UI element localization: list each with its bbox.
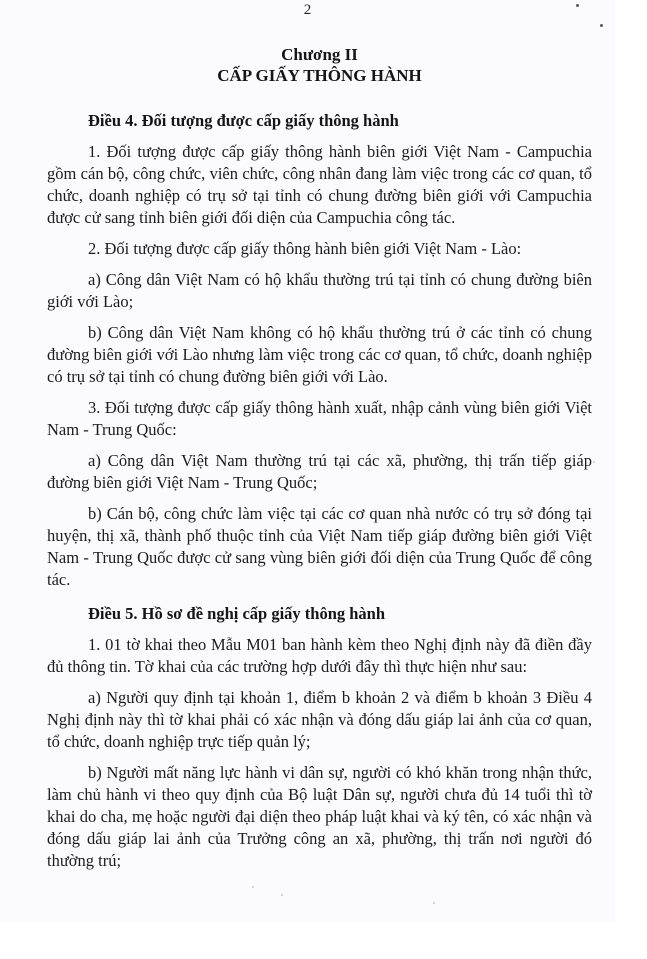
scan-artifact-dot bbox=[281, 894, 283, 896]
article-4-paragraph-3: 3. Đối tượng được cấp giấy thông hành xuất, nhập cảnh vùng biên giới Việt Nam - Trung Quốc: bbox=[47, 398, 592, 439]
article-5-heading: Điều 5. Hồ sơ đề nghị cấp giấy thông hành bbox=[88, 604, 386, 623]
article-4-paragraph-2: 2. Đối tượng được cấp giấy thông hành biên giới Việt Nam - Lào: bbox=[88, 239, 522, 258]
article-5-paragraph-1: 1. 01 tờ khai theo Mẫu M01 ban hành kèm theo Nghị định này đã điền đầy đủ thông tin. Tờ khai của các trường hợp dưới đây thì thực hiện như sau: bbox=[47, 635, 592, 676]
chapter-title: CẤP GIẤY THÔNG HÀNH bbox=[217, 66, 422, 85]
document-body bbox=[47, 0, 592, 872]
article-4-paragraph-3b: b) Cán bộ, công chức làm việc tại các cơ quan nhà nước có trụ sở đóng tại huyện, thị xã, thành phố thuộc tỉnh của Việt Nam tiếp giáp đường biên giới Việt Nam - Trung Quốc được cử sang vùng biên giới đối diện của Trung Quốc để công tác. bbox=[47, 504, 592, 589]
page-number: 2 bbox=[303, 2, 312, 18]
scan-artifact-dot bbox=[600, 24, 603, 27]
article-4-paragraph-1: 1. Đối tượng được cấp giấy thông hành biên giới Việt Nam - Campuchia gồm cán bộ, công chức, viên chức, công nhân đang làm việc trong các cơ quan, tổ chức, doanh nghiệp có trụ sở tại tỉnh có chung đường biên giới với Campuchia được cử sang tỉnh biên giới đối diện của Campuchia công tác. bbox=[47, 142, 592, 227]
article-5-paragraph-1b: b) Người mất năng lực hành vi dân sự, người có khó khăn trong nhận thức, làm chủ hành vi theo quy định của Bộ luật Dân sự, người chưa đủ 14 tuổi thì tờ khai do cha, mẹ hoặc người đại diện theo pháp luật khai và ký tên, có xác nhận và đóng dấu giáp lai ảnh của Trưởng công an xã, phường, thị trấn nơi người đó thường trú; bbox=[47, 763, 592, 870]
scan-artifact-dot bbox=[252, 886, 254, 888]
article-5-paragraph-1a: a) Người quy định tại khoản 1, điểm b khoản 2 và điểm b khoản 3 Điều 4 Nghị định này thì tờ khai phải có xác nhận và đóng dấu giáp lai ảnh của cơ quan, tổ chức, doanh nghiệp trực tiếp quản lý; bbox=[47, 688, 592, 751]
scan-artifact-dot bbox=[593, 461, 595, 463]
article-4-paragraph-2b: b) Công dân Việt Nam không có hộ khẩu thường trú ở các tỉnh có chung đường biên giới với Lào nhưng làm việc trong các cơ quan, tổ chức, doanh nghiệp có trụ sở tại tỉnh có chung đường biên giới với Lào. bbox=[47, 323, 592, 386]
scan-artifact-dot bbox=[433, 902, 435, 904]
chapter-heading bbox=[47, 44, 592, 86]
article-4-paragraph-3a: a) Công dân Việt Nam thường trú tại các xã, phường, thị trấn tiếp giáp đường biên giới Việt Nam - Trung Quốc; bbox=[47, 451, 592, 492]
article-4-paragraph-2a: a) Công dân Việt Nam có hộ khẩu thường trú tại tỉnh có chung đường biên giới với Lào; bbox=[47, 270, 592, 311]
article-4-heading: Điều 4. Đối tượng được cấp giấy thông hành bbox=[88, 111, 399, 130]
chapter-label: Chương II bbox=[281, 45, 358, 64]
